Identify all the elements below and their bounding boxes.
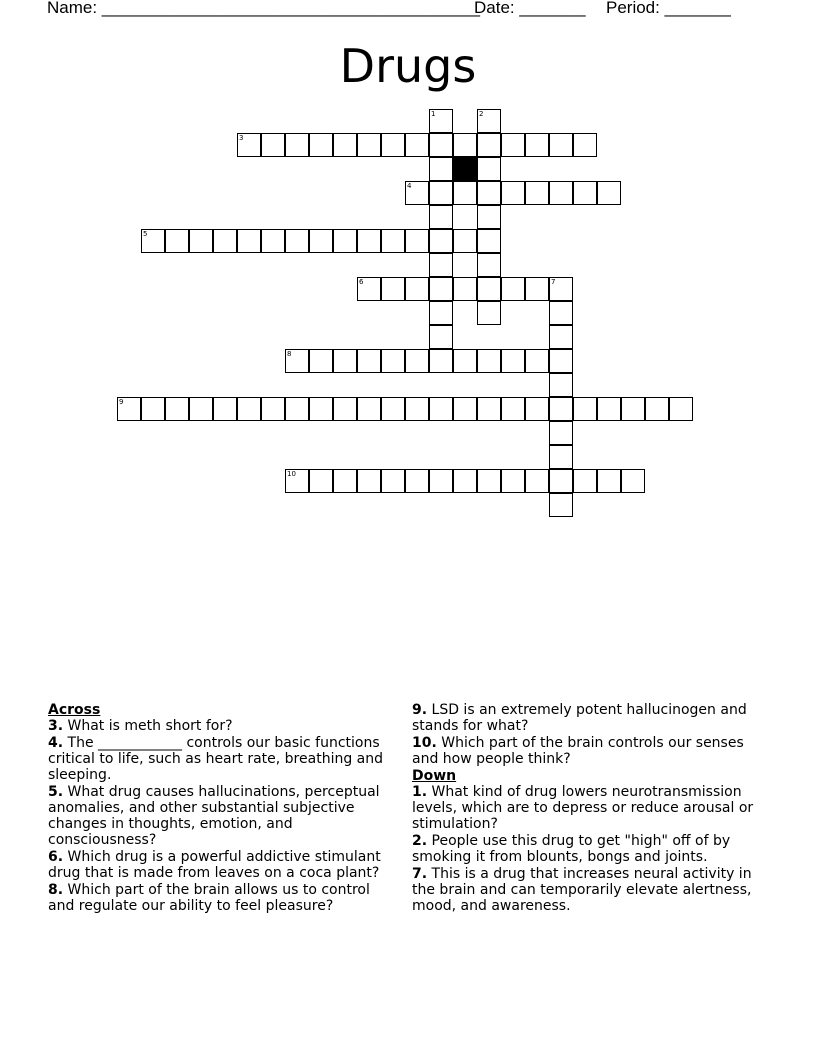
crossword-cell[interactable] bbox=[309, 229, 333, 253]
crossword-cell[interactable] bbox=[453, 349, 477, 373]
crossword-cell[interactable] bbox=[405, 349, 429, 373]
clue-down-1 bbox=[412, 784, 757, 832]
crossword-cell[interactable] bbox=[261, 397, 285, 421]
crossword-cell[interactable] bbox=[285, 133, 309, 157]
crossword-cell[interactable] bbox=[381, 469, 405, 493]
crossword-cell[interactable] bbox=[525, 277, 549, 301]
crossword-cell[interactable] bbox=[333, 469, 357, 493]
crossword-cell[interactable] bbox=[429, 181, 453, 205]
crossword-cell[interactable] bbox=[501, 469, 525, 493]
crossword-cell[interactable] bbox=[525, 469, 549, 493]
crossword-cell[interactable] bbox=[501, 277, 525, 301]
crossword-cell[interactable] bbox=[549, 421, 573, 445]
crossword-cell[interactable] bbox=[453, 397, 477, 421]
crossword-cell[interactable] bbox=[357, 397, 381, 421]
crossword-cell[interactable] bbox=[285, 397, 309, 421]
clue-number: 7. bbox=[412, 866, 428, 882]
crossword-cell[interactable] bbox=[501, 133, 525, 157]
crossword-cell[interactable] bbox=[285, 349, 309, 373]
clue-across-6 bbox=[48, 849, 393, 881]
clue-text: What kind of drug lowers neurotransmission levels, which are to depress or reduce arousal or stimulation? bbox=[412, 784, 754, 832]
clue-number: 4. bbox=[48, 735, 64, 751]
clue-number: 2. bbox=[412, 833, 428, 849]
crossword-cell[interactable] bbox=[573, 133, 597, 157]
crossword-cell[interactable] bbox=[429, 277, 453, 301]
crossword-cell[interactable] bbox=[621, 397, 645, 421]
clue-number: 1. bbox=[412, 784, 428, 800]
crossword-cell[interactable] bbox=[429, 205, 453, 229]
clue-text: This is a drug that increases neural activity in the brain and can temporarily elevate alertness, mood, and awareness. bbox=[412, 866, 752, 914]
crossword-cell[interactable] bbox=[549, 373, 573, 397]
clue-number: 3. bbox=[48, 718, 64, 734]
clue-number: 10. bbox=[412, 735, 437, 751]
crossword-cell[interactable] bbox=[357, 277, 381, 301]
crossword-cell[interactable] bbox=[429, 301, 453, 325]
crossword-cell[interactable] bbox=[405, 181, 429, 205]
crossword-cell[interactable] bbox=[357, 133, 381, 157]
across-clues bbox=[48, 702, 393, 915]
crossword-cell[interactable] bbox=[381, 133, 405, 157]
crossword-cell[interactable] bbox=[525, 133, 549, 157]
across-down-clues bbox=[412, 702, 757, 915]
crossword-cell[interactable] bbox=[333, 229, 357, 253]
clue-number: 9. bbox=[412, 702, 428, 718]
crossword-block bbox=[453, 157, 477, 181]
clue-across-3 bbox=[48, 718, 393, 734]
crossword-cell[interactable] bbox=[333, 349, 357, 373]
crossword-cell[interactable] bbox=[645, 397, 669, 421]
cell-number: 5 bbox=[143, 230, 148, 238]
date-field-label[interactable]: Date: _______ bbox=[474, 0, 586, 17]
crossword-cell[interactable] bbox=[141, 397, 165, 421]
crossword-cell[interactable] bbox=[213, 397, 237, 421]
crossword-cell[interactable] bbox=[477, 133, 501, 157]
crossword-cell[interactable] bbox=[669, 397, 693, 421]
clue-across-8 bbox=[48, 882, 393, 914]
cell-number: 1 bbox=[431, 110, 436, 118]
cell-number: 3 bbox=[239, 134, 244, 142]
crossword-cell[interactable] bbox=[213, 229, 237, 253]
crossword-cell[interactable] bbox=[573, 397, 597, 421]
clue-down-2 bbox=[412, 833, 757, 865]
crossword-cell[interactable] bbox=[381, 397, 405, 421]
clue-text: LSD is an extremely potent hallucinogen and stands for what? bbox=[412, 702, 747, 734]
crossword-cell[interactable] bbox=[549, 277, 573, 301]
crossword-cell[interactable] bbox=[381, 277, 405, 301]
cell-number: 8 bbox=[287, 350, 292, 358]
clue-across-9 bbox=[412, 702, 757, 734]
crossword-cell[interactable] bbox=[453, 469, 477, 493]
crossword-cell[interactable] bbox=[597, 397, 621, 421]
period-field-label[interactable]: Period: _______ bbox=[606, 0, 731, 17]
crossword-cell[interactable] bbox=[549, 349, 573, 373]
crossword-cell[interactable] bbox=[477, 301, 501, 325]
crossword-cell[interactable] bbox=[309, 133, 333, 157]
crossword-cell[interactable] bbox=[573, 181, 597, 205]
crossword-cell[interactable] bbox=[621, 469, 645, 493]
clue-text: Which drug is a powerful addictive stimulant drug that is made from leaves on a coca plant? bbox=[48, 849, 381, 881]
crossword-cell[interactable] bbox=[453, 277, 477, 301]
clue-across-10 bbox=[412, 735, 757, 767]
crossword-cell[interactable] bbox=[429, 349, 453, 373]
crossword-cell[interactable] bbox=[549, 133, 573, 157]
crossword-cell[interactable] bbox=[477, 349, 501, 373]
crossword-cell[interactable] bbox=[429, 469, 453, 493]
crossword-cell[interactable] bbox=[477, 397, 501, 421]
crossword-cell[interactable] bbox=[525, 181, 549, 205]
crossword-cell[interactable] bbox=[405, 469, 429, 493]
crossword-cell[interactable] bbox=[549, 181, 573, 205]
crossword-cell[interactable] bbox=[261, 133, 285, 157]
cell-number: 6 bbox=[359, 278, 364, 286]
cell-number: 10 bbox=[287, 470, 296, 478]
crossword-cell[interactable] bbox=[549, 325, 573, 349]
clue-text: What is meth short for? bbox=[67, 718, 233, 734]
crossword-cell[interactable] bbox=[429, 133, 453, 157]
crossword-cell[interactable] bbox=[501, 349, 525, 373]
across-heading: Across bbox=[48, 702, 101, 718]
crossword-cell[interactable] bbox=[429, 109, 453, 133]
crossword-cell[interactable] bbox=[381, 349, 405, 373]
cell-number: 7 bbox=[551, 278, 556, 286]
clue-text: People use this drug to get "high" off of by smoking it from blounts, bongs and joints. bbox=[412, 833, 731, 865]
crossword-cell[interactable] bbox=[165, 229, 189, 253]
crossword-cell[interactable] bbox=[405, 277, 429, 301]
crossword-cell[interactable] bbox=[429, 397, 453, 421]
crossword-cell[interactable] bbox=[573, 469, 597, 493]
crossword-cell[interactable] bbox=[333, 133, 357, 157]
crossword-cell[interactable] bbox=[189, 397, 213, 421]
crossword-cell[interactable] bbox=[237, 229, 261, 253]
crossword-cell[interactable] bbox=[477, 205, 501, 229]
crossword-cell[interactable] bbox=[285, 229, 309, 253]
crossword-cell[interactable] bbox=[477, 229, 501, 253]
clue-number: 5. bbox=[48, 784, 64, 800]
crossword-cell[interactable] bbox=[477, 469, 501, 493]
clue-text: Which part of the brain allows us to control and regulate our ability to feel pleasure? bbox=[48, 882, 370, 914]
crossword-cell[interactable] bbox=[189, 229, 213, 253]
crossword-cell[interactable] bbox=[429, 253, 453, 277]
crossword-cell[interactable] bbox=[549, 445, 573, 469]
crossword-cell[interactable] bbox=[597, 469, 621, 493]
down-heading: Down bbox=[412, 768, 457, 784]
crossword-cell[interactable] bbox=[357, 469, 381, 493]
crossword-cell[interactable] bbox=[285, 469, 309, 493]
crossword-cell[interactable] bbox=[549, 469, 573, 493]
crossword-cell[interactable] bbox=[549, 493, 573, 517]
crossword-cell[interactable] bbox=[525, 349, 549, 373]
clue-number: 6. bbox=[48, 849, 64, 865]
crossword-cell[interactable] bbox=[429, 157, 453, 181]
crossword-cell[interactable] bbox=[381, 229, 405, 253]
crossword-cell[interactable] bbox=[549, 397, 573, 421]
crossword-cell[interactable] bbox=[477, 157, 501, 181]
crossword-cell[interactable] bbox=[501, 397, 525, 421]
crossword-cell[interactable] bbox=[165, 397, 189, 421]
clue-text: The ____________ controls our basic functions critical to life, such as heart rate, breathing and sleeping. bbox=[48, 735, 384, 783]
crossword-cell[interactable] bbox=[501, 181, 525, 205]
crossword-cell[interactable] bbox=[237, 133, 261, 157]
crossword-cell[interactable] bbox=[549, 301, 573, 325]
crossword-cell[interactable] bbox=[453, 133, 477, 157]
crossword-cell[interactable] bbox=[477, 277, 501, 301]
clue-number: 8. bbox=[48, 882, 64, 898]
crossword-cell[interactable] bbox=[309, 349, 333, 373]
clue-text: Which part of the brain controls our senses and how people think? bbox=[412, 735, 744, 767]
crossword-cell[interactable] bbox=[477, 253, 501, 277]
crossword-cell[interactable] bbox=[261, 229, 285, 253]
crossword-cell[interactable] bbox=[333, 397, 357, 421]
crossword-cell[interactable] bbox=[597, 181, 621, 205]
crossword-cell[interactable] bbox=[141, 229, 165, 253]
crossword-cell[interactable] bbox=[117, 397, 141, 421]
crossword-cell[interactable] bbox=[429, 325, 453, 349]
crossword-cell[interactable] bbox=[237, 397, 261, 421]
name-field-label[interactable]: Name: ________________________________________ bbox=[47, 0, 480, 17]
crossword-cell[interactable] bbox=[405, 133, 429, 157]
clue-down-7 bbox=[412, 866, 757, 914]
crossword-cell[interactable] bbox=[453, 181, 477, 205]
page-title: Drugs bbox=[339, 39, 477, 93]
crossword-cell[interactable] bbox=[309, 397, 333, 421]
crossword-cell[interactable] bbox=[405, 397, 429, 421]
crossword-cell[interactable] bbox=[357, 349, 381, 373]
crossword-cell[interactable] bbox=[453, 229, 477, 253]
cell-number: 9 bbox=[119, 398, 124, 406]
clue-text: What drug causes hallucinations, perceptual anomalies, and other substantial subjective changes in thoughts, emotion, and consciousness? bbox=[48, 784, 380, 848]
clue-across-5 bbox=[48, 784, 393, 848]
cell-number: 2 bbox=[479, 110, 484, 118]
crossword-cell[interactable] bbox=[477, 109, 501, 133]
crossword-cell[interactable] bbox=[525, 397, 549, 421]
crossword-cell[interactable] bbox=[429, 229, 453, 253]
clue-across-4 bbox=[48, 735, 393, 783]
crossword-cell[interactable] bbox=[357, 229, 381, 253]
cell-number: 4 bbox=[407, 182, 412, 190]
crossword-cell[interactable] bbox=[405, 229, 429, 253]
crossword-cell[interactable] bbox=[309, 469, 333, 493]
crossword-cell[interactable] bbox=[477, 181, 501, 205]
